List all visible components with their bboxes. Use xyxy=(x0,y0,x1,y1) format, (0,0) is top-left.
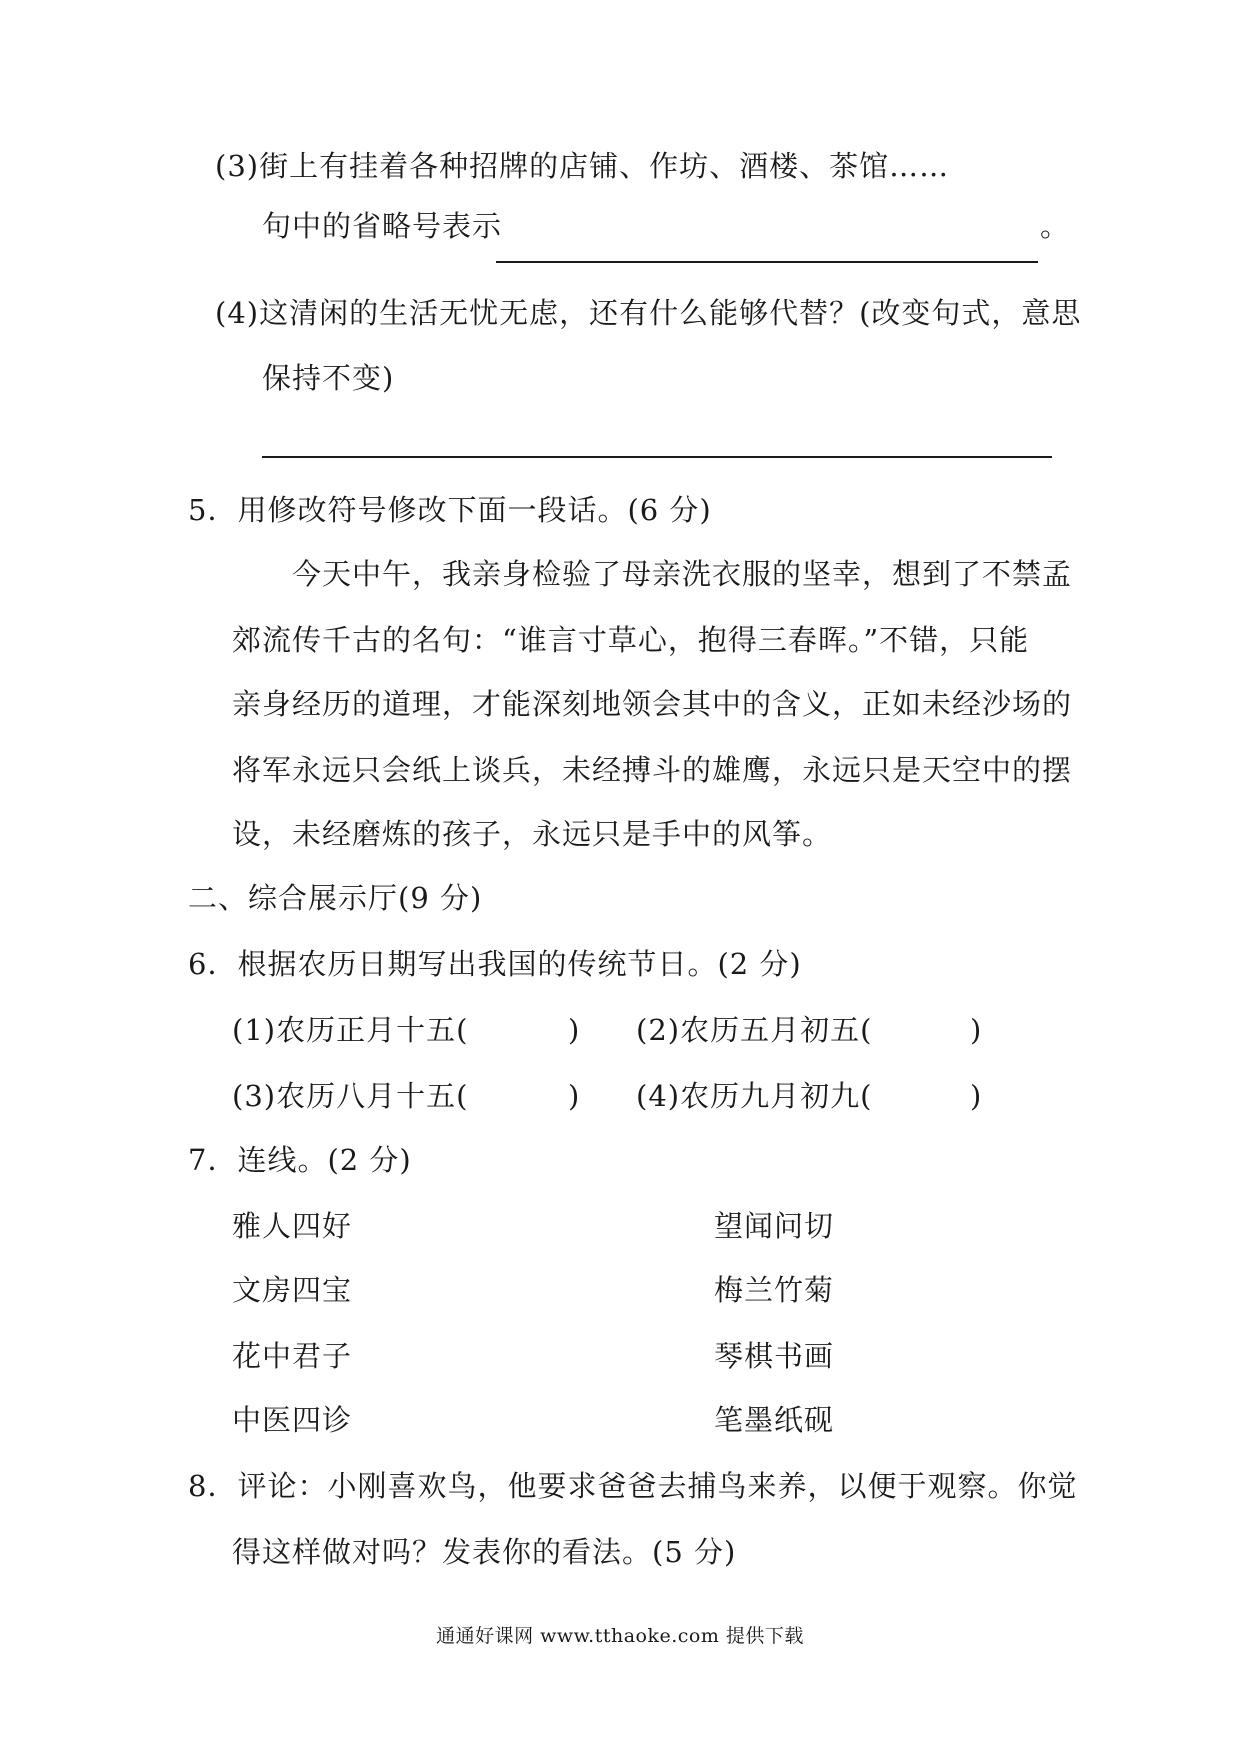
q4-item3-text: (3)街上有挂着各种招牌的店铺、作坊、酒楼、茶馆…… xyxy=(215,149,950,183)
q5-title: 5．用修改符号修改下面一段话。(6 分) xyxy=(188,493,712,527)
q7-right-item[interactable]: 琴棋书画 xyxy=(714,1339,835,1373)
q6-item-label: (1)农历正月十五( xyxy=(232,1013,469,1047)
q8-line2: 得这样做对吗？发表你的看法。(5 分) xyxy=(232,1535,737,1569)
q6-item-label: (2)农历五月初五( xyxy=(636,1013,873,1047)
q4-item4-line2: 保持不变) xyxy=(262,361,395,395)
q5-paragraph-line: 将军永远只会纸上谈兵，未经搏斗的雄鹰，永远只是天空中的摆 xyxy=(232,753,1073,787)
q6-item-label: (4)农历九月初九( xyxy=(636,1079,873,1113)
q5-paragraph-line: 设，未经磨炼的孩子，永远只是手中的风筝。 xyxy=(232,817,833,851)
q7-right-item[interactable]: 梅兰竹菊 xyxy=(714,1273,835,1307)
q6-item-close[interactable]: ) xyxy=(970,1079,983,1113)
q6-item-close[interactable]: ) xyxy=(568,1013,581,1047)
q4-item4-line1: (4)这清闲的生活无忧无虑，还有什么能够代替？(改变句式，意思 xyxy=(215,296,1082,330)
q6-item-close[interactable]: ) xyxy=(970,1013,983,1047)
q6-title: 6．根据农历日期写出我国的传统节日。(2 分) xyxy=(188,947,802,981)
section2-title: 二、综合展示厅(9 分) xyxy=(188,881,483,915)
page-footer: 通通好课网 www.tthaoke.com 提供下载 xyxy=(436,1625,804,1647)
q5-paragraph-line: 郊流传千古的名句：“谁言寸草心，抱得三春晖。”不错，只能 xyxy=(232,623,1030,657)
q4-item4-answer-line[interactable] xyxy=(262,456,1052,458)
q7-left-item[interactable]: 雅人四好 xyxy=(232,1209,353,1243)
q5-paragraph-line: 亲身经历的道理，才能深刻地领会其中的含义，正如未经沙场的 xyxy=(232,687,1073,721)
q7-left-item[interactable]: 文房四宝 xyxy=(232,1273,353,1307)
q7-title: 7．连线。(2 分) xyxy=(188,1143,412,1177)
q7-right-item[interactable]: 望闻问切 xyxy=(714,1209,835,1243)
q7-left-item[interactable]: 花中君子 xyxy=(232,1339,353,1373)
q7-right-item[interactable]: 笔墨纸砚 xyxy=(714,1403,835,1437)
q4-item3-end: 。 xyxy=(1040,209,1071,243)
q8-line1: 8．评论：小刚喜欢鸟，他要求爸爸去捕鸟来养，以便于观察。你觉 xyxy=(188,1469,1078,1503)
q6-item-close[interactable]: ) xyxy=(568,1079,581,1113)
q6-item-label: (3)农历八月十五( xyxy=(232,1079,469,1113)
q4-item3-prompt: 句中的省略号表示 xyxy=(262,209,503,243)
q4-item3-answer-line[interactable] xyxy=(496,261,1038,263)
q7-left-item[interactable]: 中医四诊 xyxy=(232,1403,353,1437)
q5-paragraph-line: 今天中午，我亲身检验了母亲洗衣服的坚幸，想到了不禁孟 xyxy=(292,557,1073,591)
